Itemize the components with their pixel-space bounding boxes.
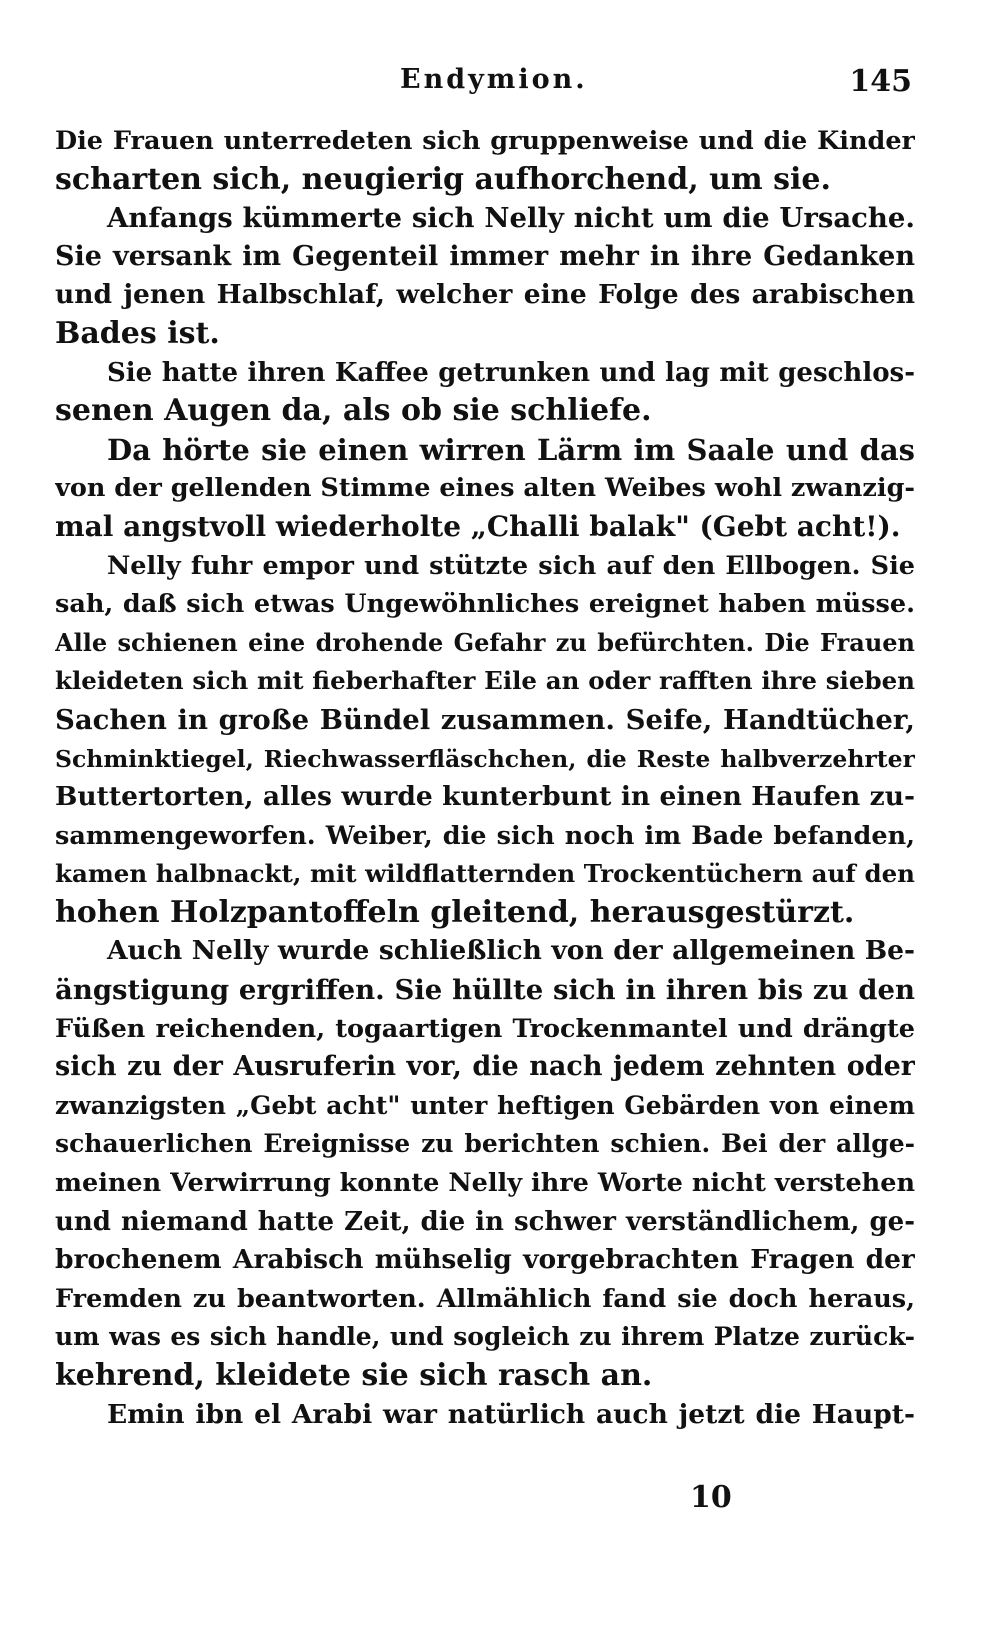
text-line: sah, daß sich etwas Ungewöhnliches ereignet haben müsse.: [55, 589, 915, 620]
text-line: Schminktiegel, Riechwasserfläschchen, die Reste halbverzehrter: [55, 744, 915, 773]
text-line: brochenem Arabisch mühselig vorgebrachten Fragen der: [55, 1244, 915, 1276]
text-line: Da hörte sie einen wirren Lärm im Saale und das: [107, 432, 915, 467]
text-line: Alle schienen eine drohende Gefahr zu befürchten. Die Frauen: [55, 627, 915, 657]
text-line: von der gellenden Stimme eines alten Weibes wohl zwanzig-: [55, 473, 915, 504]
text-line: kehrend, kleidete sie sich rasch an.: [55, 1358, 653, 1393]
text-line: kleideten sich mit fieberhafter Eile an oder rafften ihre sieben: [55, 666, 915, 696]
running-title: Endymion.: [400, 64, 588, 95]
page-number: 145: [849, 64, 912, 99]
text-line: meinen Verwirrung konnte Nelly ihre Worte nicht verstehen: [55, 1168, 915, 1199]
signature-mark: 10: [690, 1480, 732, 1515]
text-line: mal angstvoll wiederholte „Challi balak" (Gebt acht!).: [55, 509, 901, 543]
text-line: Auch Nelly wurde schließlich von der allgemeinen Be-: [107, 935, 915, 967]
text-line: sich zu der Ausruferin vor, die nach jedem zehnten oder: [55, 1051, 915, 1083]
text-line: und niemand hatte Zeit, die in schwer verständlichem, ge-: [55, 1206, 915, 1237]
text-line: schauerlichen Ereignisse zu berichten schien. Bei der allge-: [55, 1129, 915, 1159]
text-line: um was es sich handle, und sogleich zu ihrem Platze zurück-: [55, 1322, 915, 1352]
text-line: Die Frauen unterredeten sich gruppenweise und die Kinder: [55, 126, 915, 156]
text-line: ängstigung ergriffen. Sie hüllte sich in ihren bis zu den: [55, 974, 915, 1007]
text-line: Bades ist.: [55, 315, 220, 351]
text-line: senen Augen da, als ob sie schliefe.: [55, 393, 652, 429]
text-line: scharten sich, neugierig aufhorchend, um sie.: [55, 161, 831, 197]
body-text: [55, 122, 915, 1434]
text-line: Buttertorten, alles wurde kunterbunt in einen Haufen zu-: [55, 781, 915, 813]
text-line: Sie versank im Gegenteil immer mehr in ihre Gedanken: [55, 240, 915, 272]
text-line: Emin ibn el Arabi war natürlich auch jetzt die Haupt-: [107, 1398, 915, 1430]
text-line: Sie hatte ihren Kaffee getrunken und lag mit geschlos-: [107, 357, 915, 388]
text-line: Füßen reichenden, togaartigen Trockenmantel und drängte: [55, 1013, 915, 1044]
text-line: Nelly fuhr empor und stützte sich auf den Ellbogen. Sie: [107, 550, 915, 581]
text-line: zwanzigsten „Gebt acht" unter heftigen Gebärden von einem: [55, 1090, 915, 1120]
text-line: kamen halbnackt, mit wildflatternden Trockentüchern auf den: [55, 859, 915, 889]
text-line: sammengeworfen. Weiber, die sich noch im Bade befanden,: [55, 820, 915, 851]
text-line: und jenen Halbschlaf, welcher eine Folge des arabischen: [55, 279, 915, 311]
text-line: hohen Holzpantoffeln gleitend, herausgestürzt.: [55, 894, 855, 930]
text-line: Anfangs kümmerte sich Nelly nicht um die Ursache.: [107, 202, 915, 235]
text-line: Fremden zu beantworten. Allmählich fand sie doch heraus,: [55, 1283, 915, 1314]
text-line: Sachen in große Bündel zusammen. Seife, Handtücher,: [55, 703, 915, 736]
running-head: [0, 64, 1000, 104]
